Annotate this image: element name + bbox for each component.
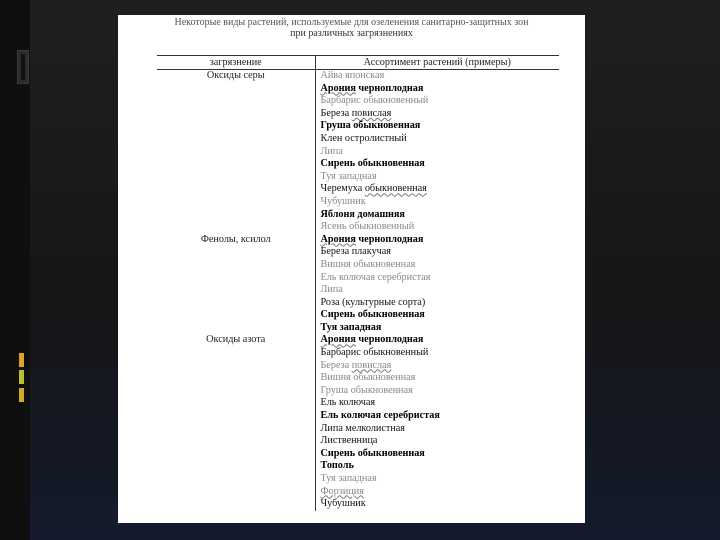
table-row (157, 221, 559, 234)
pollutant-cell: Фенолы, ксилол (200, 233, 271, 245)
pollutant-cell (157, 360, 315, 373)
plant-name: Сирень обыкновенная (315, 158, 559, 171)
table-caption (118, 17, 585, 39)
plant-name: Арония черноплодная (315, 83, 559, 96)
decorative-bar-icon (17, 50, 29, 84)
plant-name: Вишня обыкновенная (315, 259, 559, 272)
plant-name: Черемуха обыкновенная (315, 183, 559, 196)
pollutant-cell (157, 297, 315, 310)
table-row (157, 70, 559, 83)
plant-name: Барбарис обыкновенный (315, 95, 559, 108)
caption-line-1: Некоторые виды растений, используемые для озеленения санитарно-защитных зон (174, 17, 529, 28)
pollutant-cell (157, 95, 315, 108)
pollutant-cell (157, 385, 315, 398)
pollutant-cell (157, 246, 315, 259)
pollutant-cell (157, 486, 315, 499)
pollutant-cell: Оксиды азота (206, 334, 266, 346)
pollutant-cell (157, 284, 315, 297)
pollutant-cell (157, 347, 315, 360)
pollutant-cell (157, 158, 315, 171)
spellcheck-word: Арония (320, 82, 356, 94)
pollutant-cell (157, 322, 315, 335)
plant-name: Сирень обыкновенная (315, 309, 559, 322)
spellcheck-word: повислая (351, 107, 392, 119)
plant-name: Лиственница (315, 435, 559, 448)
spellcheck-word: обыкновенная (364, 183, 427, 195)
plant-name: Ель колючая серебристая (315, 272, 559, 285)
pollutant-cell (157, 372, 315, 385)
accent-square-orange (19, 353, 24, 367)
table-row (157, 448, 559, 461)
pollutant-cell (157, 83, 315, 96)
plant-name: Береза плакучая (315, 246, 559, 259)
plant-name: Арония черноплодная (315, 234, 559, 247)
pollutant-cell (157, 120, 315, 133)
plant-name: Яблоня домашняя (315, 209, 559, 222)
table-row (157, 322, 559, 335)
table-row (157, 259, 559, 272)
pollutant-cell (157, 259, 315, 272)
plant-name: Чубушник (315, 498, 559, 511)
pollutant-cell (157, 108, 315, 121)
plant-name: Туя западная (315, 171, 559, 184)
document-page (118, 15, 585, 523)
accent-square-gold (19, 388, 24, 402)
pollutant-cell (157, 423, 315, 436)
table-row (157, 171, 559, 184)
plant-name: Туя западная (315, 322, 559, 335)
table-row (157, 133, 559, 146)
table-row (157, 196, 559, 209)
table-row (157, 372, 559, 385)
pollutant-cell (157, 460, 315, 473)
pollutant-cell (157, 221, 315, 234)
table-row (157, 183, 559, 196)
plant-name: Ясень обыкновенный (315, 221, 559, 234)
table-row (157, 309, 559, 322)
pollutant-cell (157, 397, 315, 410)
table-row (157, 95, 559, 108)
table-row (157, 460, 559, 473)
pollutant-cell (157, 473, 315, 486)
plant-name: Тополь (315, 460, 559, 473)
spellcheck-word: Арония (320, 334, 356, 346)
plant-name: Береза повислая (315, 108, 559, 121)
plant-name: Арония черноплодная (315, 334, 559, 347)
pollutant-cell: Оксиды серы (206, 70, 265, 81)
pollutant-cell (157, 183, 315, 196)
spellcheck-word: повислая (351, 359, 392, 371)
plants-table (157, 55, 559, 511)
table-row (157, 146, 559, 159)
pollutant-cell (157, 435, 315, 448)
table-header-row (157, 56, 559, 70)
plant-name: Сирень обыкновенная (315, 448, 559, 461)
table-row (157, 397, 559, 410)
pollutant-cell (157, 209, 315, 222)
table-row (157, 120, 559, 133)
table-row (157, 334, 559, 347)
table-row (157, 284, 559, 297)
plant-name (315, 486, 559, 499)
pollutant-cell (157, 146, 315, 159)
caption-line-2: при различных загрязнениях (290, 28, 413, 39)
pollutant-cell (157, 309, 315, 322)
table-row (157, 473, 559, 486)
plant-name: Береза повислая (315, 360, 559, 373)
pollutant-cell (157, 171, 315, 184)
pollutant-cell (157, 272, 315, 285)
table-row (157, 83, 559, 96)
plant-name: Вишня обыкновенная (315, 372, 559, 385)
plant-name: Айва японская (315, 70, 559, 83)
table-row (157, 435, 559, 448)
table-row (157, 423, 559, 436)
plant-name: Груша обыкновенная (315, 120, 559, 133)
table-row (157, 385, 559, 398)
table-row (157, 234, 559, 247)
accent-square-olive (19, 370, 24, 384)
table-row (157, 272, 559, 285)
plant-name: Ель колючая (315, 397, 559, 410)
table-row (157, 498, 559, 511)
header-plant-assortment: Ассортимент растений (примеры) (315, 56, 559, 70)
pollutant-cell (157, 196, 315, 209)
table-row (157, 486, 559, 499)
plant-name: Чубушник (315, 196, 559, 209)
table-row (157, 246, 559, 259)
plant-name: Туя западная (315, 473, 559, 486)
plant-name: Груша обыкновенная (315, 385, 559, 398)
table-row (157, 108, 559, 121)
plant-name: Клен остролистный (315, 133, 559, 146)
pollutant-cell (157, 448, 315, 461)
spellcheck-word: Арония (320, 233, 356, 245)
table-row (157, 297, 559, 310)
plant-name: Ель колючая серебристая (315, 410, 559, 423)
pollutant-cell (157, 133, 315, 146)
plant-name: Липа (315, 284, 559, 297)
table-row (157, 360, 559, 373)
spellcheck-word: Форзиция (320, 485, 364, 497)
table-row (157, 209, 559, 222)
pollutant-cell (157, 410, 315, 423)
table-row (157, 158, 559, 171)
table-row (157, 347, 559, 360)
pollutant-cell (157, 498, 315, 511)
plant-name: Липа (315, 146, 559, 159)
plant-name: Липа мелколистная (315, 423, 559, 436)
plant-name: Роза (культурные сорта) (315, 297, 559, 310)
table-row (157, 410, 559, 423)
header-pollution: загрязнение (157, 56, 315, 70)
plant-name: Барбарис обыкновенный (315, 347, 559, 360)
